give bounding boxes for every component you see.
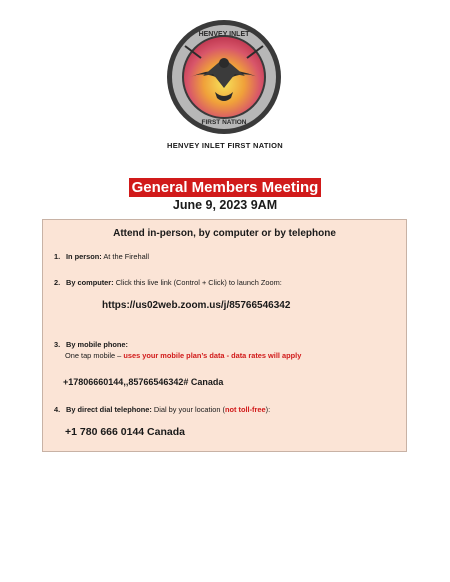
- option-label: By computer:: [66, 278, 114, 287]
- attendance-options-box: [42, 219, 407, 452]
- not-toll-free-note: not toll-free: [224, 405, 266, 414]
- organization-name: HENVEY INLET FIRST NATION: [167, 141, 283, 150]
- svg-text:HENVEY INLET: HENVEY INLET: [198, 31, 250, 38]
- data-rates-warning: uses your mobile plan’s data - data rates will apply: [123, 351, 302, 360]
- option-text: Dial by your location (: [151, 405, 225, 414]
- zoom-link[interactable]: https://us02web.zoom.us/j/85766546342: [102, 300, 291, 311]
- option-by-mobile: [54, 339, 128, 350]
- one-tap-note: [65, 351, 301, 360]
- direct-dial-number[interactable]: +1 780 666 0144 Canada: [65, 426, 185, 438]
- mobile-one-tap-number[interactable]: +17806660144,,85766546342# Canada: [63, 377, 224, 387]
- option-label: By direct dial telephone:: [66, 405, 152, 414]
- option-in-person: [54, 251, 149, 262]
- option-by-computer: [54, 277, 282, 288]
- option-number: 4.: [54, 405, 61, 414]
- option-direct-dial: [54, 404, 270, 415]
- svg-text:FIRST NATION: FIRST NATION: [201, 119, 247, 126]
- option-text-end: ):: [265, 405, 271, 414]
- title-wrap: [0, 178, 450, 197]
- option-text: Click this live link (Control + Click) to launch Zoom:: [113, 278, 282, 287]
- meeting-date: June 9, 2023 9AM: [172, 198, 278, 212]
- option-number: 2.: [54, 278, 61, 287]
- henvey-inlet-logo: [165, 18, 283, 136]
- option-text: At the Firehall: [101, 252, 149, 261]
- meeting-title: General Members Meeting: [129, 178, 322, 197]
- attendance-heading: Attend in-person, by computer or by telephone: [113, 228, 336, 239]
- option-number: 1.: [54, 252, 61, 261]
- one-tap-prefix: One tap mobile –: [65, 351, 124, 360]
- option-number: 3.: [54, 340, 61, 349]
- option-label: By mobile phone:: [66, 340, 129, 349]
- option-label: In person:: [66, 252, 102, 261]
